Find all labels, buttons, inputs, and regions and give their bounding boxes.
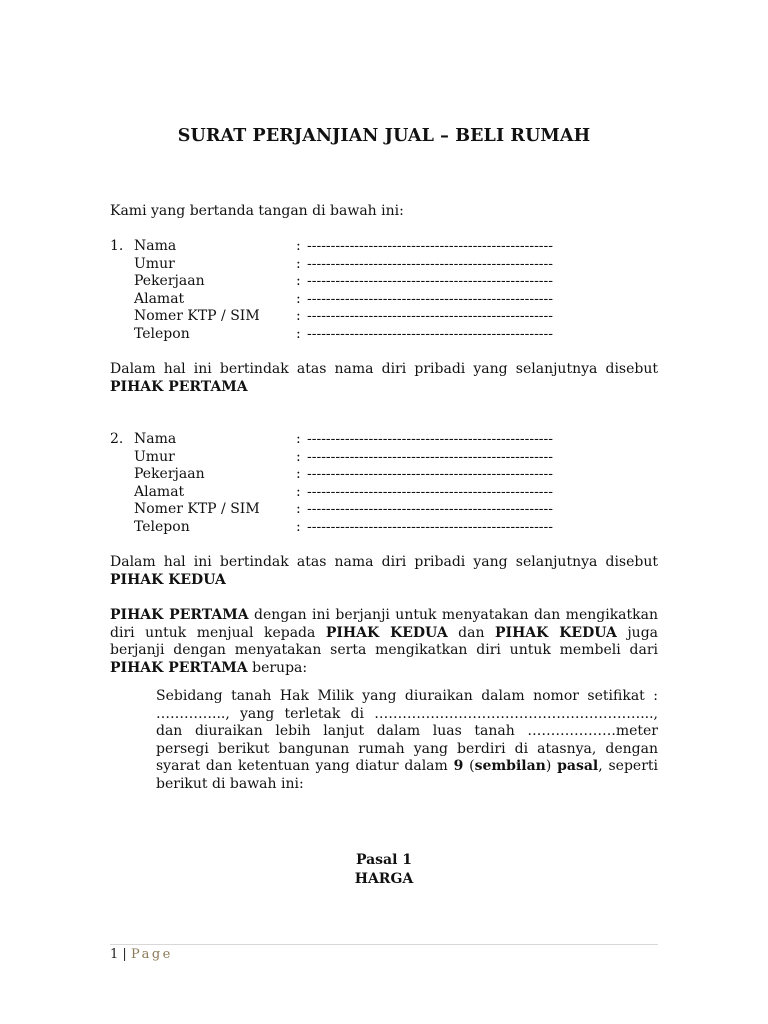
- field-colon: :: [296, 448, 301, 465]
- identity-row: [110, 308, 658, 326]
- agreement-party-second: PIHAK KEDUA: [495, 624, 617, 641]
- field-label: Alamat: [134, 483, 185, 500]
- party1-statement: [110, 361, 658, 396]
- field-label: Pekerjaan: [134, 466, 205, 482]
- field-label: Nomer KTP / SIM: [134, 308, 260, 324]
- footer-divider: [110, 944, 658, 945]
- field-blank-line: ----------------------------------------------------: [307, 466, 553, 482]
- identity-row: [110, 484, 658, 502]
- pasal-count-word: sembilan: [474, 758, 546, 774]
- field-blank-line: ----------------------------------------------------: [307, 255, 553, 272]
- land-description-paragraph: [156, 688, 658, 793]
- field-label: Nomer KTP / SIM: [134, 501, 260, 517]
- party1-statement-text: Dalam hal ini bertindak atas nama diri pribadi yang selanjutnya disebut: [110, 361, 658, 377]
- agreement-text: juga berjanji dengan menyatakan serta mengikatkan diri untuk membeli dari: [110, 624, 659, 658]
- field-blank-line: ----------------------------------------------------: [307, 273, 553, 289]
- pasal-word: pasal: [557, 758, 599, 774]
- field-colon: :: [296, 431, 301, 447]
- field-label: Telepon: [134, 518, 190, 535]
- pasal-count-number: 9: [453, 758, 464, 774]
- agreement-text: berupa:: [247, 659, 308, 676]
- party2-designation: PIHAK KEDUA: [110, 571, 226, 588]
- land-text: , seperti berikut di bawah ini:: [156, 758, 658, 792]
- field-colon: :: [296, 483, 301, 500]
- field-colon: :: [296, 308, 301, 324]
- field-colon: :: [296, 238, 301, 254]
- pasal-number: Pasal 1: [355, 852, 413, 868]
- party2-statement: [110, 554, 658, 589]
- list-number: 2.: [110, 431, 124, 447]
- field-label: Nama: [134, 431, 177, 447]
- identity-row: [110, 238, 658, 256]
- identity-row: [110, 431, 658, 449]
- field-label: Umur: [134, 448, 175, 465]
- identity-row: [110, 291, 658, 309]
- field-label: Nama: [134, 238, 177, 254]
- field-blank-line: ----------------------------------------------------: [307, 308, 553, 324]
- field-colon: :: [296, 466, 301, 482]
- field-colon: :: [296, 501, 301, 517]
- field-colon: :: [296, 255, 301, 272]
- pasal-title: HARGA: [354, 871, 414, 887]
- field-label: Telepon: [134, 325, 190, 342]
- page-label: Page: [130, 947, 173, 962]
- field-colon: :: [296, 325, 301, 342]
- list-number: 1.: [110, 238, 124, 254]
- party1-designation: PIHAK PERTAMA: [110, 378, 248, 395]
- identity-row: [110, 501, 658, 519]
- identity-row: [110, 449, 658, 467]
- agreement-text: dengan ini berjanji untuk menyatakan dan mengikatkan diri untuk menjual kepada: [110, 607, 658, 641]
- agreement-text: dan: [447, 624, 495, 641]
- document-title: SURAT PERJANJIAN JUAL – BELI RUMAH: [177, 126, 591, 146]
- intro-text: Kami yang bertanda tangan di bawah ini:: [110, 203, 404, 219]
- field-blank-line: ----------------------------------------------------: [307, 238, 553, 254]
- field-blank-line: ----------------------------------------------------: [307, 431, 553, 447]
- field-blank-line: ----------------------------------------------------: [307, 501, 553, 517]
- field-label: Alamat: [134, 290, 185, 307]
- field-label: Pekerjaan: [134, 273, 205, 289]
- field-blank-line: ----------------------------------------------------: [307, 290, 553, 307]
- agreement-party-first: PIHAK PERTAMA: [110, 659, 248, 676]
- identity-row: [110, 466, 658, 484]
- identity-row: [110, 256, 658, 274]
- agreement-party-second: PIHAK KEDUA: [325, 624, 448, 641]
- party2-statement-text: Dalam hal ini bertindak atas nama diri pribadi yang selanjutnya disebut: [110, 554, 658, 570]
- land-text: (: [463, 758, 475, 774]
- field-blank-line: ----------------------------------------------------: [307, 448, 553, 465]
- page-footer: [110, 946, 173, 963]
- field-blank-line: ----------------------------------------------------: [307, 483, 553, 500]
- land-text: Sebidang tanah Hak Milik yang diuraikan dalam nomor setifikat : …………..., yang terletak di …………………………………………………..., dan diuraikan lebih lanjut dalam luas tanah ……………….meter persegi berikut bangunan rumah yang berdiri di atasnya, dengan syarat dan ketentuan yang diatur dalam: [156, 688, 658, 774]
- agreement-paragraph: [110, 607, 658, 677]
- land-text: ): [545, 758, 558, 774]
- field-colon: :: [296, 518, 301, 535]
- party1-identity-list: [110, 238, 658, 343]
- field-label: Umur: [134, 255, 175, 272]
- field-blank-line: ----------------------------------------------------: [307, 325, 553, 342]
- field-colon: :: [296, 273, 301, 289]
- agreement-party-first: PIHAK PERTAMA: [110, 607, 249, 623]
- page-number: 1: [110, 947, 119, 962]
- identity-row: [110, 519, 658, 537]
- party2-identity-list: [110, 431, 658, 536]
- identity-row: [110, 326, 658, 344]
- identity-row: [110, 273, 658, 291]
- field-blank-line: ----------------------------------------------------: [307, 518, 553, 535]
- field-colon: :: [296, 290, 301, 307]
- footer-separator: |: [118, 947, 131, 962]
